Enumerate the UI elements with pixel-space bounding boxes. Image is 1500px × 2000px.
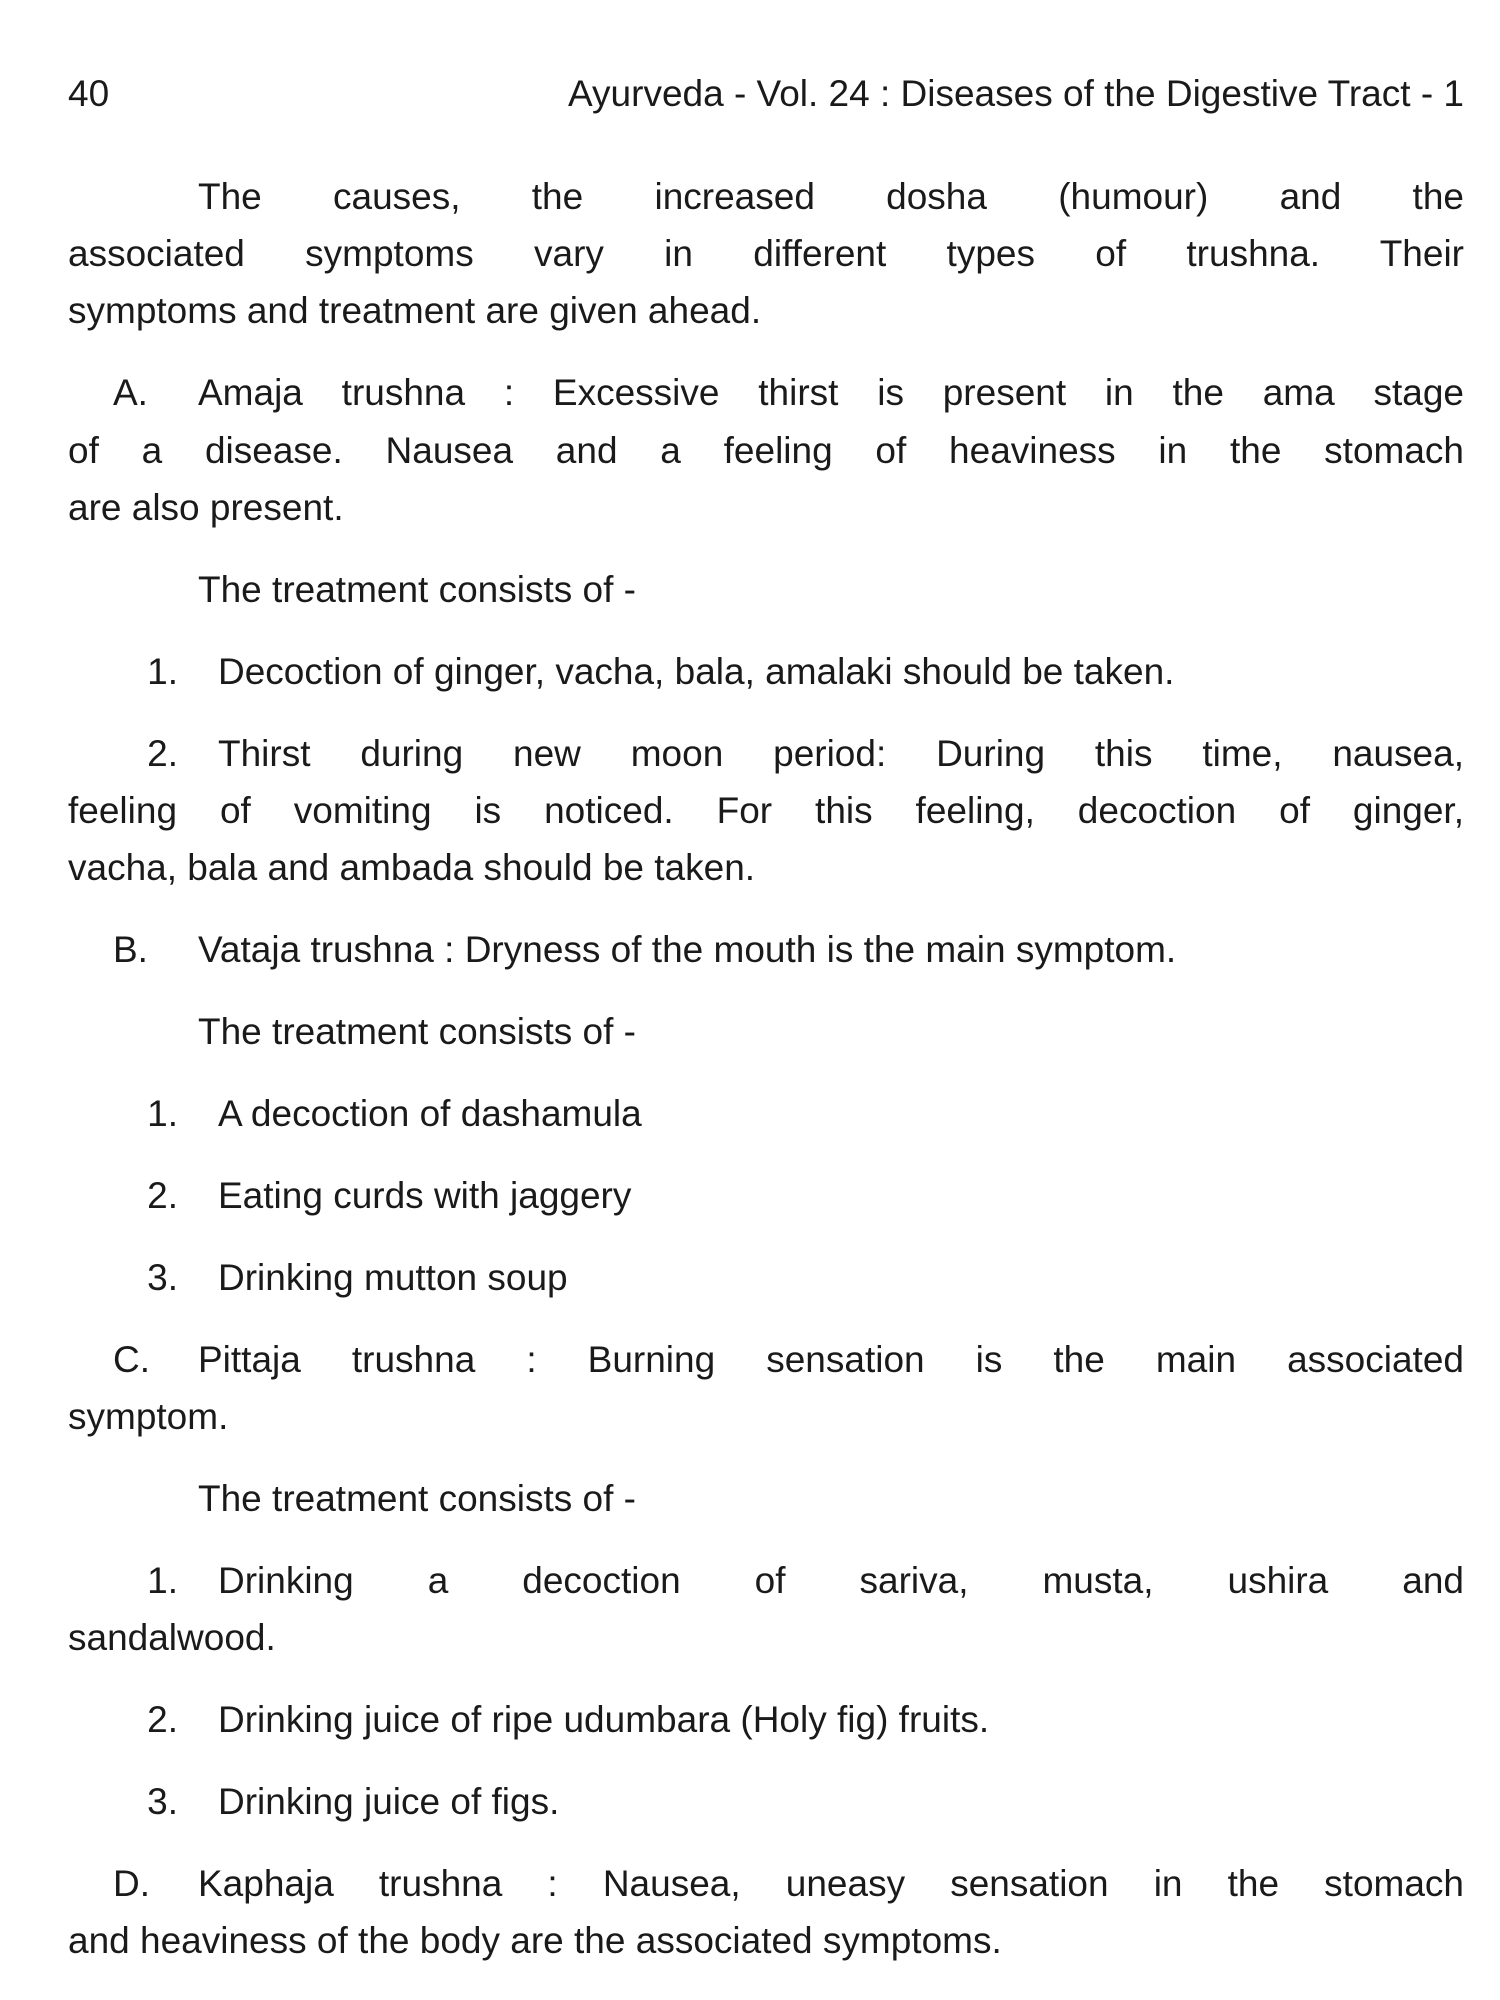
section-marker-d: D. (113, 1863, 150, 1904)
running-title: Ayurveda - Vol. 24 : Diseases of the Digestive Tract - 1 (568, 73, 1464, 114)
list-item (68, 1778, 1464, 1826)
list-item (68, 1090, 1464, 1138)
page-header (68, 70, 1464, 118)
section-a-line-1: Amaja trushna : Excessive thirst is present in the ama stage (198, 372, 1464, 413)
section-d-line-1: Kaphaja trushna : Nausea, uneasy sensation in the stomach (198, 1863, 1464, 1904)
list-item-line-2: feeling of vomiting is noticed. For this feeling, decoction of ginger, (68, 790, 1464, 831)
list-item-number: 1. (147, 651, 178, 692)
list-item-number: 2. (147, 733, 178, 774)
list-item-text: Drinking juice of figs. (218, 1781, 560, 1822)
list-item (68, 1696, 1464, 1744)
list-item-line-1: Drinking a decoction of sariva, musta, ushira and (218, 1560, 1464, 1601)
section-a-line-3: are also present. (68, 487, 344, 528)
list-item-text: Drinking juice of ripe udumbara (Holy fig) fruits. (218, 1699, 990, 1740)
intro-line-1: The causes, the increased dosha (humour) and the (198, 176, 1464, 217)
list-item-text: A decoction of dashamula (218, 1093, 642, 1134)
list-item (68, 1254, 1464, 1302)
list-item (68, 648, 1464, 696)
list-item-number: 3. (147, 1257, 178, 1298)
list-item-line-1: Thirst during new moon period: During this time, nausea, (218, 733, 1464, 774)
section-a-treatment-intro: The treatment consists of - (198, 569, 637, 610)
section-c-line-2: symptom. (68, 1396, 229, 1437)
section-marker-b: B. (113, 929, 148, 970)
list-item-text: Drinking mutton soup (218, 1257, 568, 1298)
list-item-number: 2. (147, 1699, 178, 1740)
list-item-number: 3. (147, 1781, 178, 1822)
list-item-number: 2. (147, 1175, 178, 1216)
list-item-line-3: vacha, bala and ambada should be taken. (68, 847, 756, 888)
intro-line-3: symptoms and treatment are given ahead. (68, 290, 762, 331)
section-marker-c: C. (113, 1339, 150, 1380)
list-item-number: 1. (147, 1560, 178, 1601)
section-b-treatment-intro: The treatment consists of - (198, 1011, 637, 1052)
page-number: 40 (68, 73, 110, 114)
list-item-line-2: sandalwood. (68, 1617, 276, 1658)
intro-line-2: associated symptoms vary in different types of trushna. Their (68, 233, 1464, 274)
section-marker-a: A. (113, 372, 148, 413)
list-item-text: Decoction of ginger, vacha, bala, amalaki should be taken. (218, 651, 1175, 692)
section-d-line-2: and heaviness of the body are the associated symptoms. (68, 1920, 1002, 1961)
list-item-number: 1. (147, 1093, 178, 1134)
section-b-line-1: Vataja trushna : Dryness of the mouth is the main symptom. (198, 929, 1177, 970)
list-item (68, 1172, 1464, 1220)
section-c-treatment-intro: The treatment consists of - (198, 1478, 637, 1519)
section-c-line-1: Pittaja trushna : Burning sensation is the main associated (198, 1339, 1464, 1380)
list-item-text: Eating curds with jaggery (218, 1175, 632, 1216)
section-a-line-2: of a disease. Nausea and a feeling of heaviness in the stomach (68, 430, 1464, 471)
